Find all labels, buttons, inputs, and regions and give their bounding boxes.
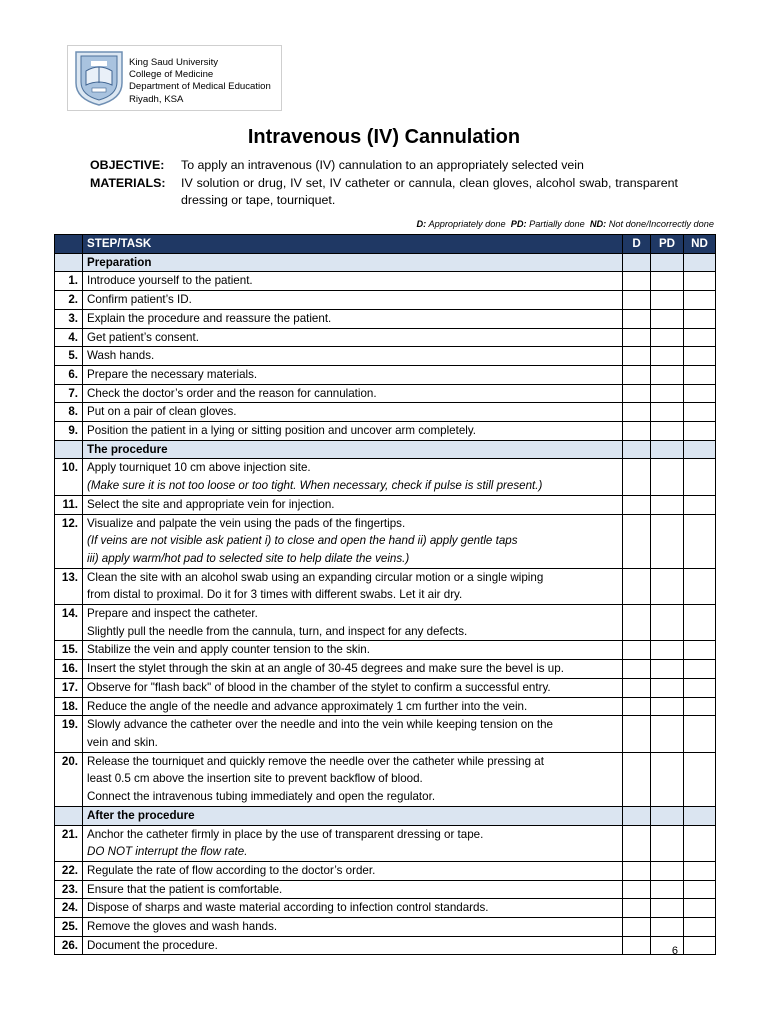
step-line: iii) apply warm/hot pad to selected site to help dilate the veins.) xyxy=(87,551,410,565)
step-line: Apply tourniquet 10 cm above injection site. xyxy=(87,461,311,475)
step-number: 13. xyxy=(55,568,83,604)
step-number: 25. xyxy=(55,918,83,937)
step-line: (Make sure it is not too loose or too tight. When necessary, check if pulse is still present.) xyxy=(87,479,543,493)
rating-d-cell[interactable] xyxy=(623,422,651,441)
section-num-cell xyxy=(55,806,83,825)
rating-nd-cell[interactable] xyxy=(684,899,716,918)
table-row xyxy=(55,880,716,899)
rating-d-cell[interactable] xyxy=(623,899,651,918)
table-row xyxy=(55,678,716,697)
table-row xyxy=(55,309,716,328)
table-row xyxy=(55,716,716,752)
section-num-cell xyxy=(55,440,83,459)
section-pd-cell xyxy=(651,253,684,272)
college-name: College of Medicine xyxy=(129,69,214,81)
step-text xyxy=(83,605,623,641)
step-line: Regulate the rate of flow according to the doctor’s order. xyxy=(87,863,376,877)
section-d-cell xyxy=(623,806,651,825)
step-number: 14. xyxy=(55,605,83,641)
step-number: 26. xyxy=(55,936,83,955)
table-row xyxy=(55,459,716,495)
rating-d-cell[interactable] xyxy=(623,328,651,347)
step-number: 8. xyxy=(55,403,83,422)
table-row xyxy=(55,514,716,568)
rating-pd-cell[interactable] xyxy=(651,291,684,310)
step-line: least 0.5 cm above the insertion site to prevent backflow of blood. xyxy=(87,772,423,786)
rating-pd-cell[interactable] xyxy=(651,403,684,422)
rating-pd-cell[interactable] xyxy=(651,328,684,347)
legend-pd-key: PD: xyxy=(510,219,527,229)
table-row xyxy=(55,752,716,806)
rating-pd-cell[interactable] xyxy=(651,861,684,880)
rating-nd-cell[interactable] xyxy=(684,272,716,291)
rating-pd-cell[interactable] xyxy=(651,880,684,899)
rating-nd-cell[interactable] xyxy=(684,641,716,660)
step-text xyxy=(83,422,623,441)
step-line: Confirm patient’s ID. xyxy=(87,293,192,307)
rating-d-cell[interactable] xyxy=(623,660,651,679)
rating-pd-cell[interactable] xyxy=(651,605,684,641)
step-line: Remove the gloves and wash hands. xyxy=(87,920,278,934)
section-title: After the procedure xyxy=(83,806,623,825)
rating-d-cell[interactable] xyxy=(623,678,651,697)
rating-d-cell[interactable] xyxy=(623,641,651,660)
rating-nd-cell[interactable] xyxy=(684,825,716,861)
step-text xyxy=(83,880,623,899)
step-line: Clean the site with an alcohol swab using an expanding circular motion or a single wiping xyxy=(87,570,544,584)
section-title: The procedure xyxy=(83,440,623,459)
table-row xyxy=(55,568,716,604)
rating-pd-cell[interactable] xyxy=(651,495,684,514)
legend-nd-key: ND: xyxy=(589,219,607,229)
step-line: Explain the procedure and reassure the patient. xyxy=(87,311,332,325)
step-number: 7. xyxy=(55,384,83,403)
table-row xyxy=(55,899,716,918)
rating-nd-cell[interactable] xyxy=(684,328,716,347)
step-number: 3. xyxy=(55,309,83,328)
rating-nd-cell[interactable] xyxy=(684,384,716,403)
rating-pd-cell[interactable] xyxy=(651,365,684,384)
step-number: 10. xyxy=(55,459,83,495)
table-row xyxy=(55,660,716,679)
rating-nd-cell[interactable] xyxy=(684,660,716,679)
rating-nd-cell[interactable] xyxy=(684,422,716,441)
rating-d-cell[interactable] xyxy=(623,272,651,291)
header-d: D xyxy=(623,235,651,254)
step-line: (If veins are not visible ask patient i) to close and open the hand ii) apply gentle taps xyxy=(87,534,518,548)
rating-pd-cell[interactable] xyxy=(651,459,684,495)
letterhead xyxy=(67,45,282,111)
section-d-cell xyxy=(623,253,651,272)
step-line: Check the doctor’s order and the reason for cannulation. xyxy=(87,386,377,400)
rating-nd-cell[interactable] xyxy=(684,918,716,937)
step-number: 1. xyxy=(55,272,83,291)
location: Riyadh, KSA xyxy=(129,93,184,105)
table-row xyxy=(55,936,716,955)
rating-legend xyxy=(417,219,714,229)
step-line: Prepare and inspect the catheter. xyxy=(87,607,258,621)
rating-nd-cell[interactable] xyxy=(684,605,716,641)
step-text xyxy=(83,660,623,679)
rating-nd-cell[interactable] xyxy=(684,752,716,806)
table-row xyxy=(55,495,716,514)
step-text xyxy=(83,936,623,955)
rating-d-cell[interactable] xyxy=(623,716,651,752)
table-row xyxy=(55,918,716,937)
step-line: Insert the stylet through the skin at an angle of 30-45 degrees and make sure the bevel is up. xyxy=(87,662,564,676)
rating-nd-cell[interactable] xyxy=(684,347,716,366)
objective-label: OBJECTIVE: xyxy=(90,158,165,172)
rating-d-cell[interactable] xyxy=(623,568,651,604)
rating-pd-cell[interactable] xyxy=(651,384,684,403)
step-text xyxy=(83,716,623,752)
step-number: 11. xyxy=(55,495,83,514)
step-line: Observe for "flash back" of blood in the chamber of the stylet to confirm a successful entry. xyxy=(87,680,551,694)
rating-d-cell[interactable] xyxy=(623,918,651,937)
step-line: Introduce yourself to the patient. xyxy=(87,274,253,288)
step-number: 18. xyxy=(55,697,83,716)
step-number: 2. xyxy=(55,291,83,310)
step-text xyxy=(83,918,623,937)
step-text xyxy=(83,291,623,310)
rating-pd-cell[interactable] xyxy=(651,936,684,955)
checklist-body xyxy=(55,253,716,955)
step-text xyxy=(83,403,623,422)
table-row xyxy=(55,403,716,422)
step-line: Release the tourniquet and quickly remove the needle over the catheter while pressing at xyxy=(87,754,544,768)
rating-d-cell[interactable] xyxy=(623,384,651,403)
rating-d-cell[interactable] xyxy=(623,752,651,806)
rating-pd-cell[interactable] xyxy=(651,918,684,937)
step-text xyxy=(83,347,623,366)
step-text xyxy=(83,678,623,697)
rating-d-cell[interactable] xyxy=(623,825,651,861)
step-text xyxy=(83,514,623,568)
objective-text: To apply an intravenous (IV) cannulation to an appropriately selected vein xyxy=(181,158,584,172)
rating-d-cell[interactable] xyxy=(623,365,651,384)
step-number: 21. xyxy=(55,825,83,861)
table-header-row xyxy=(55,235,716,254)
step-number: 17. xyxy=(55,678,83,697)
step-line: Slowly advance the catheter over the needle and into the vein while keeping tension on the xyxy=(87,718,553,732)
rating-pd-cell[interactable] xyxy=(651,825,684,861)
table-row xyxy=(55,605,716,641)
rating-nd-cell[interactable] xyxy=(684,514,716,568)
step-line: Dispose of sharps and waste material according to infection control standards. xyxy=(87,901,489,915)
section-num-cell xyxy=(55,253,83,272)
table-row xyxy=(55,328,716,347)
step-number: 19. xyxy=(55,716,83,752)
rating-d-cell[interactable] xyxy=(623,459,651,495)
step-line: vein and skin. xyxy=(87,735,158,749)
step-line: Visualize and palpate the vein using the pads of the fingertips. xyxy=(87,516,406,530)
rating-d-cell[interactable] xyxy=(623,936,651,955)
section-row xyxy=(55,806,716,825)
step-number: 12. xyxy=(55,514,83,568)
table-row xyxy=(55,697,716,716)
step-number: 5. xyxy=(55,347,83,366)
rating-pd-cell[interactable] xyxy=(651,716,684,752)
rating-pd-cell[interactable] xyxy=(651,347,684,366)
step-number: 24. xyxy=(55,899,83,918)
step-line: from distal to proximal. Do it for 3 times with different swabs. Let it air dry. xyxy=(87,588,463,602)
step-text xyxy=(83,272,623,291)
table-row xyxy=(55,825,716,861)
university-seal-icon xyxy=(72,49,126,107)
step-line: DO NOT interrupt the flow rate. xyxy=(87,845,248,859)
page-number: 6 xyxy=(671,945,678,957)
objective-row xyxy=(90,157,680,174)
header-pd: PD xyxy=(651,235,684,254)
table-row xyxy=(55,365,716,384)
page-title: Intravenous (IV) Cannulation xyxy=(247,126,521,148)
rating-nd-cell[interactable] xyxy=(684,678,716,697)
step-number: 6. xyxy=(55,365,83,384)
step-text xyxy=(83,328,623,347)
rating-nd-cell[interactable] xyxy=(684,880,716,899)
step-line: Select the site and appropriate vein for injection. xyxy=(87,497,335,511)
rating-nd-cell[interactable] xyxy=(684,365,716,384)
step-text xyxy=(83,568,623,604)
step-number: 9. xyxy=(55,422,83,441)
legend-d-key: D: xyxy=(416,219,427,229)
section-nd-cell xyxy=(684,253,716,272)
section-pd-cell xyxy=(651,806,684,825)
header-nd: ND xyxy=(684,235,716,254)
header-step-task: STEP/TASK xyxy=(83,235,623,254)
rating-pd-cell[interactable] xyxy=(651,660,684,679)
step-number: 23. xyxy=(55,880,83,899)
rating-pd-cell[interactable] xyxy=(651,697,684,716)
table-row xyxy=(55,384,716,403)
table-row xyxy=(55,347,716,366)
step-line: Position the patient in a lying or sitting position and uncover arm completely. xyxy=(87,424,477,438)
rating-nd-cell[interactable] xyxy=(684,936,716,955)
rating-pd-cell[interactable] xyxy=(651,309,684,328)
section-nd-cell xyxy=(684,440,716,459)
rating-d-cell[interactable] xyxy=(623,347,651,366)
rating-nd-cell[interactable] xyxy=(684,716,716,752)
table-row xyxy=(55,861,716,880)
step-number: 4. xyxy=(55,328,83,347)
legend-nd-text: Not done/Incorrectly done xyxy=(608,219,714,229)
rating-pd-cell[interactable] xyxy=(651,678,684,697)
step-line: Document the procedure. xyxy=(87,938,218,952)
rating-nd-cell[interactable] xyxy=(684,697,716,716)
rating-nd-cell[interactable] xyxy=(684,459,716,495)
header-num-cell xyxy=(55,235,83,254)
step-line: Slightly pull the needle from the cannula, turn, and inspect for any defects. xyxy=(87,624,468,638)
rating-d-cell[interactable] xyxy=(623,291,651,310)
materials-label: MATERIALS: xyxy=(90,176,166,190)
section-row xyxy=(55,440,716,459)
rating-pd-cell[interactable] xyxy=(651,641,684,660)
section-nd-cell xyxy=(684,806,716,825)
step-line: Wash hands. xyxy=(87,349,155,363)
step-line: Stabilize the vein and apply counter tension to the skin. xyxy=(87,643,370,657)
step-number: 22. xyxy=(55,861,83,880)
rating-nd-cell[interactable] xyxy=(684,495,716,514)
legend-pd-text: Partially done xyxy=(529,219,585,229)
step-text xyxy=(83,697,623,716)
step-text xyxy=(83,459,623,495)
step-line: Reduce the angle of the needle and advance approximately 1 cm further into the vein. xyxy=(87,699,528,713)
rating-d-cell[interactable] xyxy=(623,495,651,514)
step-text xyxy=(83,495,623,514)
step-line: Put on a pair of clean gloves. xyxy=(87,405,237,419)
rating-d-cell[interactable] xyxy=(623,697,651,716)
rating-pd-cell[interactable] xyxy=(651,422,684,441)
step-text xyxy=(83,365,623,384)
rating-d-cell[interactable] xyxy=(623,309,651,328)
materials-row xyxy=(90,175,680,209)
rating-pd-cell[interactable] xyxy=(651,514,684,568)
table-row xyxy=(55,272,716,291)
section-pd-cell xyxy=(651,440,684,459)
step-text xyxy=(83,899,623,918)
rating-d-cell[interactable] xyxy=(623,880,651,899)
rating-nd-cell[interactable] xyxy=(684,568,716,604)
step-text xyxy=(83,309,623,328)
rating-pd-cell[interactable] xyxy=(651,568,684,604)
rating-d-cell[interactable] xyxy=(623,605,651,641)
table-row xyxy=(55,422,716,441)
materials-text: IV solution or drug, IV set, IV catheter or cannula, clean gloves, alcohol swab, transparent dressing or tape, tourniquet. xyxy=(181,176,678,207)
step-line: Prepare the necessary materials. xyxy=(87,367,258,381)
step-number: 15. xyxy=(55,641,83,660)
rating-pd-cell[interactable] xyxy=(651,752,684,806)
step-line: Anchor the catheter firmly in place by the use of transparent dressing or tape. xyxy=(87,827,484,841)
department-name: Department of Medical Education xyxy=(129,81,271,93)
rating-nd-cell[interactable] xyxy=(684,309,716,328)
university-name: King Saud University xyxy=(129,57,219,68)
step-line: Ensure that the patient is comfortable. xyxy=(87,882,283,896)
step-number: 16. xyxy=(55,660,83,679)
step-number: 20. xyxy=(55,752,83,806)
section-d-cell xyxy=(623,440,651,459)
rating-nd-cell[interactable] xyxy=(684,403,716,422)
rating-d-cell[interactable] xyxy=(623,861,651,880)
table-row xyxy=(55,641,716,660)
section-title: Preparation xyxy=(83,253,623,272)
rating-pd-cell[interactable] xyxy=(651,272,684,291)
step-text xyxy=(83,825,623,861)
step-text xyxy=(83,641,623,660)
legend-d-text: Appropriately done xyxy=(428,219,506,229)
rating-d-cell[interactable] xyxy=(623,403,651,422)
section-row xyxy=(55,253,716,272)
rating-nd-cell[interactable] xyxy=(684,861,716,880)
step-line: Connect the intravenous tubing immediately and open the regulator. xyxy=(87,790,436,804)
step-line: Get patient’s consent. xyxy=(87,330,199,344)
step-text xyxy=(83,861,623,880)
step-text xyxy=(83,384,623,403)
rating-pd-cell[interactable] xyxy=(651,899,684,918)
rating-d-cell[interactable] xyxy=(623,514,651,568)
rating-nd-cell[interactable] xyxy=(684,291,716,310)
checklist-table xyxy=(54,234,716,955)
table-row xyxy=(55,291,716,310)
step-text xyxy=(83,752,623,806)
